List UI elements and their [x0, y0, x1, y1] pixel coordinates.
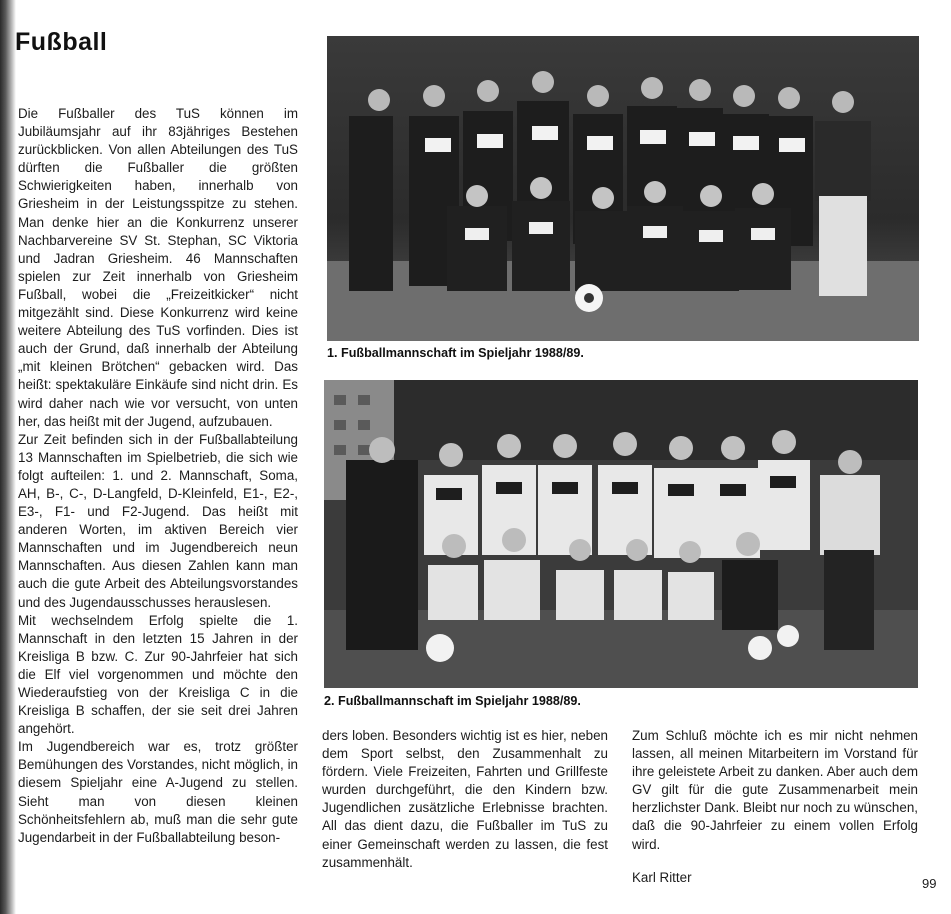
photo-caption-first-team: 1. Fußballmannschaft im Spieljahr 1988/89. — [327, 346, 584, 360]
paragraph-youth: Im Jugendbereich war es, trotz größter Bemühungen des Vorstandes, nicht möglich, in diesem Spieljahr eine A-Jugend zu stellen. Sieht man von diesen kleinen Schönheitsfehlern ab, muß man die sehr gute Jugendarbeit in der Fußballabteilung beson- — [18, 739, 298, 845]
paragraph-closing: Zum Schluß möchte ich es mir nicht nehmen lassen, all meinen Mitarbeitern im Vorstand für ihre geleistete Arbeit zu danken. Aber auch dem GV gilt für die gute Zusammenarbeit mein herzlichster Dank. Bleibt nur noch zu wünschen, daß die 90-Jahrfeier zu einem vollen Erfolg wird. — [632, 728, 918, 852]
paragraph-community: ders loben. Besonders wichtig ist es hier, neben dem Sport selbst, den Zusammenhalt zu fördern. Viele Freizeiten, Fahrten und Grillfeste wurden durchgeführt, die den Kindern bzw. Jugendlichen zusätzliche Erlebnisse brachten. All das dient dazu, die Fußballer im TuS zu einer Gemeinschaft werden zu lassen, die fest zusammenhält. — [322, 728, 608, 870]
article-right-column — [632, 727, 918, 854]
paragraph-intro: Die Fußballer des TuS können im Jubiläumsjahr auf ihr 83jähriges Bestehen zurückblicken. Von allen Abteilungen des TuS dürften die Fußballer die größten Schwierigkeiten haben, innerhalb von Griesheim in der Leistungsspitze zu stehen. Man denke hier an die Konkurrenz unserer Nachbarvereine SV St. Stephan, SC Viktoria und Jadran Griesheim. 46 Mannschaften spielen zur Zeit innerhalb von Griesheim Fußball, wobei die „Freizeitkicker“ nicht mitgezählt sind. Diese Konkurrenz wird keine weitere Abteilung des TuS vorfinden. Dies ist auch der Grund, daß innerhalb der Abteilung „mit kleinen Brötchen“ gebacken wird. Das heißt: spektakuläre Einkäufe sind nicht drin. Es wird daher nach wie vor versucht, von unten her, das heißt mit der Jugend, aufzubauen. — [18, 106, 298, 429]
book-gutter-shadow — [0, 0, 16, 914]
page-title: Fußball — [15, 28, 108, 56]
team-photo-first-image — [327, 36, 919, 341]
paragraph-first-team: Mit wechselndem Erfolg spielte die 1. Mannschaft in den letzten 15 Jahren in der Kreisliga B bzw. C. Zur 90-Jahrfeier hat sich die Elf viel vorgenommen und möchte den Wiederaufstieg von der Kreisliga C in die Kreisliga B schaffen, der sie seit drei Jahren angehört. — [18, 612, 298, 737]
page-number: 99 — [922, 876, 937, 891]
author-signature: Karl Ritter — [632, 870, 692, 885]
article-left-column — [18, 105, 298, 847]
paragraph-teams: Zur Zeit befinden sich in der Fußballabteilung 13 Mannschaften im Spielbetrieb, die sich wie folgt aufteilen: 1. und 2. Mannschaft, Soma, AH, B-, C-, D-Langfeld, D-Kleinfeld, E1-, E2-, E3-, F1- und F2-Jugend. Das heißt mit anderen Worten, im aktiven Bereich vier Mannschaften und im Jugendbereich neun Mannschaften. Aus diesen Zahlen kann man auch die gute Arbeit des Abteilungsvorstandes und des Jugendausschusses herauslesen. — [18, 431, 298, 610]
article-middle-column — [322, 727, 608, 872]
team-photo-second-image — [324, 380, 918, 688]
team-photo-second — [324, 380, 918, 688]
team-photo-first — [327, 36, 919, 341]
photo-caption-second-team: 2. Fußballmannschaft im Spieljahr 1988/89. — [324, 694, 581, 708]
